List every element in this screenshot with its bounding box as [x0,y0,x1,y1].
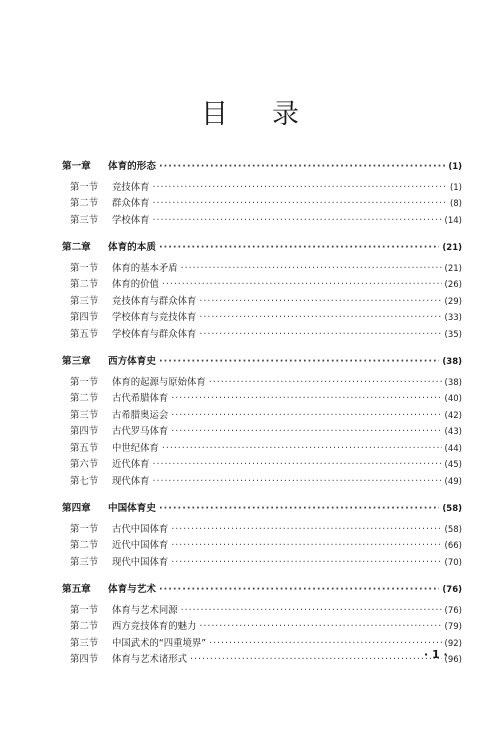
section-entry[interactable] [62,652,462,669]
section-page: (14) [444,215,462,226]
section-title: 中世纪体育 [112,442,159,454]
section-number: 第四节 [70,426,99,437]
section-page: (29) [444,296,462,307]
section-title: 体育的价值 [112,279,159,290]
chapter-entry[interactable] [62,354,462,371]
section-entry[interactable] [62,441,462,458]
section-number: 第一节 [70,376,99,388]
section-title: 体育的起源与原始体育 [112,376,206,388]
section-entry[interactable] [62,522,462,539]
dot-leader [153,213,442,230]
dot-leader [153,180,447,197]
section-entry[interactable] [62,196,462,213]
chapter-title: 西方体育史 [108,356,156,367]
section-title: 古代希腊体育 [112,393,169,404]
dot-leader [171,538,441,555]
section-entry[interactable] [62,555,462,572]
section-page: (92) [444,638,462,649]
chapter-page: (76) [442,585,462,595]
section-title: 学校体育 [112,214,150,226]
section-number: 第四节 [70,654,99,665]
section-page: (96) [444,655,462,665]
section-entry[interactable] [62,277,462,294]
title-char-2: 录 [272,99,299,130]
dot-leader [171,522,441,539]
section-entry[interactable] [62,424,462,441]
section-title: 西方竞技体育的魅力 [112,621,197,632]
dot-leader [159,354,439,371]
section-entry[interactable] [62,327,462,344]
dot-leader [153,457,442,474]
section-title: 中国武术的“四重境界” [112,637,207,649]
section-number: 第三节 [70,409,99,421]
chapter-page: (21) [442,243,462,253]
section-number: 第二节 [70,540,99,551]
section-number: 第二节 [70,621,99,632]
title-char-1: 目 [201,99,228,130]
section-number: 第一节 [70,181,99,193]
section-page: (76) [444,605,462,616]
section-title: 近代体育 [112,459,150,470]
section-title: 竞技体育与群众体育 [112,295,197,307]
chapter-number: 第四章 [62,503,91,514]
dot-leader [190,652,442,669]
section-number: 第七节 [70,475,99,487]
page-number: · 1 · [424,648,448,661]
section-entry[interactable] [62,391,462,408]
section-title: 群众体育 [112,198,150,209]
dot-leader [209,375,442,392]
section-page: (66) [444,541,462,551]
section-page: (40) [444,394,462,404]
dot-leader [159,159,445,176]
dot-leader [153,474,442,491]
section-title: 体育与艺术同源 [112,604,178,616]
section-entry[interactable] [62,603,462,620]
toc-title [0,92,500,131]
table-of-contents [62,156,462,669]
chapter-gap [62,490,462,498]
section-page: (8) [449,199,462,209]
section-page: (70) [444,557,462,568]
chapter-title: 体育与艺术 [108,584,156,595]
dot-leader [153,196,447,213]
section-page: (21) [444,263,462,274]
section-number: 第二节 [70,279,99,290]
section-title: 学校体育与竞技体育 [112,312,197,323]
dot-leader [209,636,441,653]
section-page: (79) [444,622,462,632]
chapter-gap [62,571,462,579]
section-number: 第二节 [70,198,99,209]
section-entry[interactable] [62,213,462,230]
dot-leader [171,391,441,408]
chapter-page: (1) [448,162,462,172]
chapter-page: (38) [442,357,462,367]
chapter-number: 第三章 [62,356,91,367]
section-title: 现代中国体育 [112,556,169,568]
dot-leader [171,408,441,425]
chapter-gap [62,343,462,351]
section-page: (35) [444,329,462,340]
section-entry[interactable] [62,261,462,278]
dot-leader [199,327,441,344]
section-number: 第一节 [70,262,99,274]
section-page: (58) [444,524,462,535]
section-entry[interactable] [62,619,462,636]
section-number: 第三节 [70,295,99,307]
section-number: 第五节 [70,328,99,340]
chapter-gap [62,229,462,237]
section-title: 古代中国体育 [112,523,169,535]
chapter-entry[interactable] [62,501,462,518]
chapter-entry[interactable] [62,240,462,257]
section-number: 第三节 [70,556,99,568]
section-title: 体育与艺术诸形式 [112,654,188,665]
dot-leader [162,441,442,458]
section-number: 第一节 [70,523,99,535]
section-entry[interactable] [62,310,462,327]
section-title: 竞技体育 [112,181,150,193]
section-title: 古代罗马体育 [112,426,169,437]
section-number: 第四节 [70,312,99,323]
section-page: (44) [444,443,462,454]
section-entry[interactable] [62,636,462,653]
section-number: 第六节 [70,459,99,470]
dot-leader [171,424,441,441]
section-page: (33) [444,313,462,323]
section-title: 现代体育 [112,475,150,487]
section-entry[interactable] [62,457,462,474]
dot-leader [159,240,439,257]
section-page: (43) [444,427,462,437]
section-title: 近代中国体育 [112,540,169,551]
dot-leader [159,582,439,599]
section-number: 第二节 [70,393,99,404]
section-title: 体育的基本矛盾 [112,262,178,274]
section-page: (42) [444,410,462,421]
section-entry[interactable] [62,408,462,425]
section-entry[interactable] [62,180,462,197]
section-title: 古希腊奥运会 [112,409,169,421]
chapter-page: (58) [442,504,462,514]
chapter-number: 第一章 [62,161,91,172]
chapter-title: 中国体育史 [108,503,156,514]
dot-leader [199,619,441,636]
section-entry[interactable] [62,474,462,491]
section-entry[interactable] [62,294,462,311]
dot-leader [199,310,441,327]
chapter-entry[interactable] [62,582,462,599]
section-title: 学校体育与群众体育 [112,328,197,340]
dot-leader [159,501,439,518]
section-number: 第三节 [70,214,99,226]
chapter-number: 第二章 [62,242,91,253]
dot-leader [181,603,442,620]
chapter-entry[interactable] [62,159,462,176]
chapter-title: 体育的形态 [108,161,156,172]
section-number: 第一节 [70,604,99,616]
dot-leader [181,261,442,278]
dot-leader [171,555,441,572]
section-page: (1) [449,182,462,193]
section-page: (49) [444,476,462,487]
dot-leader [199,294,441,311]
chapter-number: 第五章 [62,584,91,595]
section-entry[interactable] [62,538,462,555]
section-entry[interactable] [62,375,462,392]
section-page: (45) [444,460,462,470]
section-page: (26) [444,280,462,290]
section-number: 第三节 [70,637,99,649]
section-number: 第五节 [70,442,99,454]
dot-leader [162,277,442,294]
chapter-title: 体育的本质 [108,242,156,253]
section-page: (38) [444,377,462,388]
